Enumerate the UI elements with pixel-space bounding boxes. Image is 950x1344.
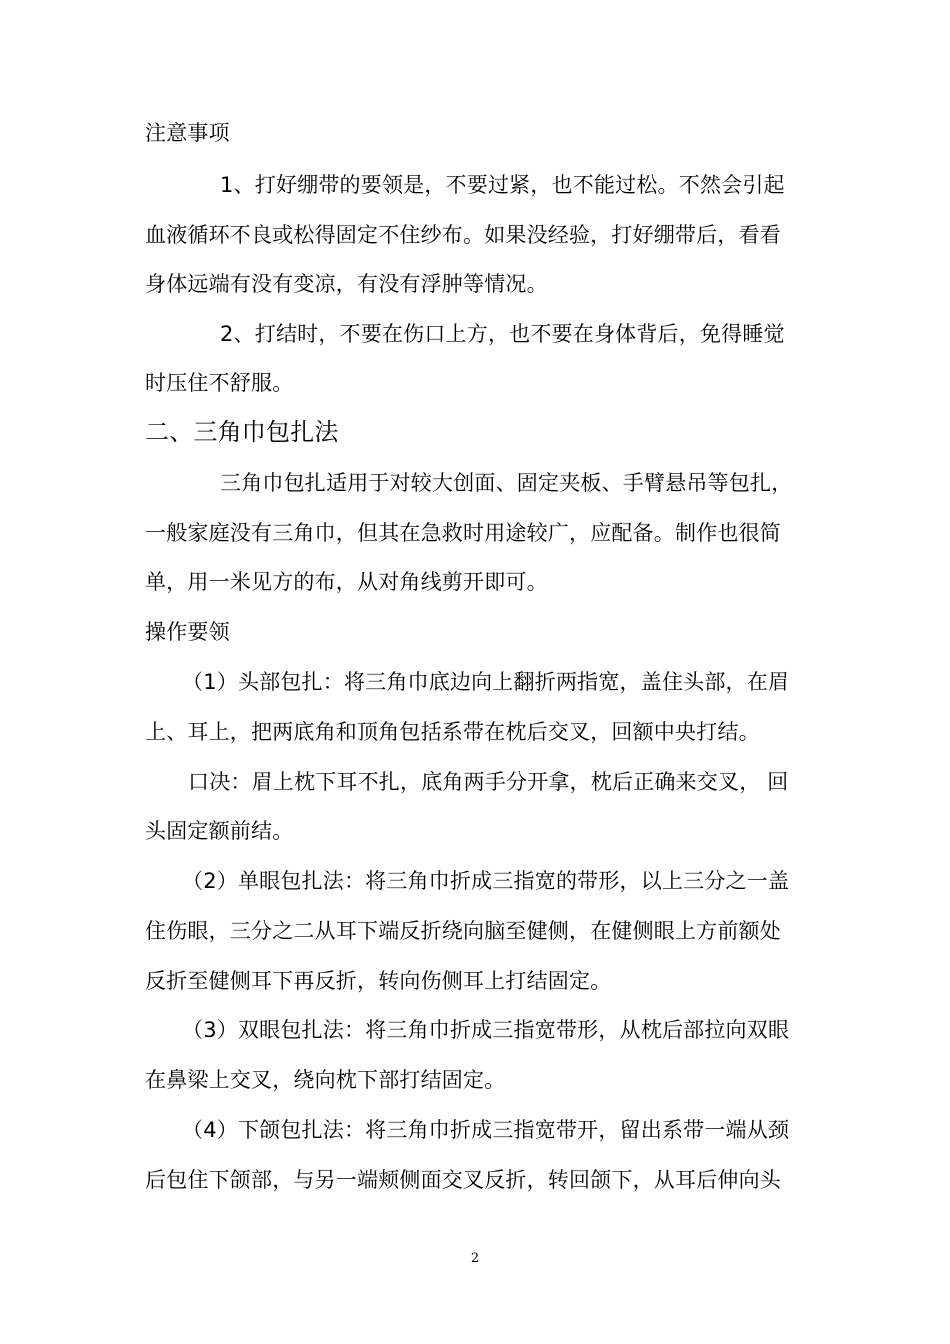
paragraph-line: （1）头部包扎：将三角巾底边向上翻折两指宽，盖住头部，在眉 [182, 670, 790, 694]
section-title-key-points: 操作要领 [145, 620, 230, 644]
paragraph-line: 身体远端有没有变凉，有没有浮肿等情况。 [145, 272, 548, 296]
paragraph-line: 三角巾包扎适用于对较大创面、固定夹板、手臂悬吊等包扎， [220, 471, 793, 495]
paragraph-line: 上、耳上，把两底角和顶角包括系带在枕后交叉，回额中央打结。 [145, 720, 760, 744]
paragraph-line: 时压住不舒服。 [145, 371, 294, 395]
paragraph-line: 后包住下颌部，与另一端颊侧面交叉反折，转回颌下，从耳后伸向头 [145, 1168, 781, 1192]
paragraph-line: （2）单眼包扎法：将三角巾折成三指宽的带形，以上三分之一盖 [182, 869, 790, 893]
section-heading-triangular-bandage: 二、三角巾包扎法 [145, 418, 339, 446]
paragraph-line: 口决：眉上枕下耳不扎，底角两手分开拿，枕后正确来交叉， 回 [188, 770, 789, 794]
paragraph-line: 一般家庭没有三角巾，但其在急救时用途较广，应配备。制作也很简 [145, 521, 781, 545]
paragraph-line: 反折至健侧耳下再反折，转向伤侧耳上打结固定。 [145, 969, 612, 993]
paragraph-line: 2、打结时，不要在伤口上方，也不要在身体背后，免得睡觉 [220, 322, 785, 346]
paragraph-line: 在鼻梁上交叉，绕向枕下部打结固定。 [145, 1068, 506, 1092]
paragraph-line: 住伤眼，三分之二从耳下端反折绕向脑至健侧，在健侧眼上方前额处 [145, 919, 781, 943]
paragraph-line: （3）双眼包扎法：将三角巾折成三指宽带形，从枕后部拉向双眼 [182, 1018, 790, 1042]
paragraph-line: 1、打好绷带的要领是，不要过紧，也不能过松。不然会引起 [220, 173, 785, 197]
paragraph-line: 血液循环不良或松得固定不住纱布。如果没经验，打好绷带后，看看 [145, 223, 781, 247]
paragraph-line: （4）下颌包扎法：将三角巾折成三指宽带开，留出系带一端从颈 [182, 1118, 790, 1142]
page-number: 2 [470, 1251, 480, 1266]
section-title-precautions: 注意事项 [145, 121, 230, 145]
paragraph-line: 头固定额前结。 [145, 819, 294, 843]
paragraph-line: 单，用一米见方的布，从对角线剪开即可。 [145, 570, 548, 594]
